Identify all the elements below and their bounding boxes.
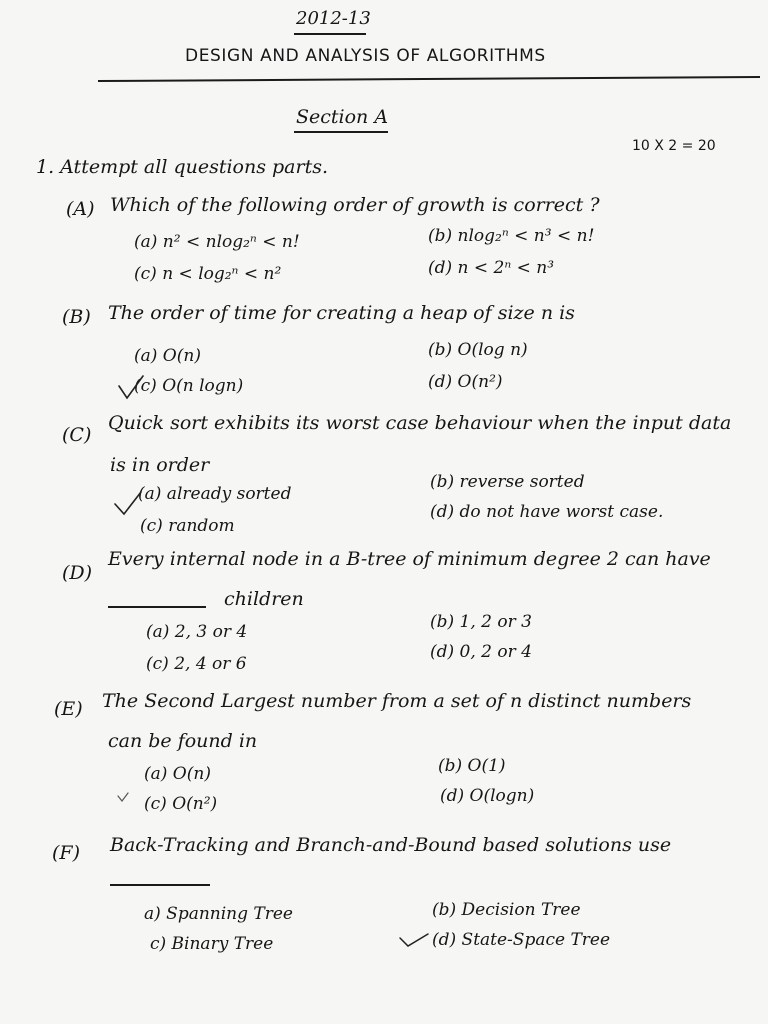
option-c: (c) random (140, 516, 235, 536)
option-c: c) Binary Tree (150, 934, 274, 954)
option-c: (c) O(n²) (144, 794, 218, 814)
option-d: (d) do not have worst case. (430, 502, 664, 522)
option-d: (d) O(n²) (428, 372, 503, 392)
answer-check-mark (398, 930, 430, 950)
year-underline (294, 33, 366, 35)
option-b: (b) nlog₂ⁿ < n³ < n! (428, 226, 595, 246)
question-label: (B) (62, 306, 91, 328)
exam-year: 2012-13 (296, 8, 371, 29)
question-text: Quick sort exhibits its worst case behaviour when the input data (108, 412, 732, 434)
option-c: (c) 2, 4 or 6 (146, 654, 247, 674)
marks-allocation: 10 X 2 = 20 (632, 138, 716, 154)
option-c: (c) n < log₂ⁿ < n² (134, 264, 282, 284)
option-a: (a) O(n) (134, 346, 201, 366)
question-text: The Second Largest number from a set of n distinct numbers (102, 690, 692, 712)
question-label: (F) (52, 842, 81, 864)
question-label: (D) (62, 562, 93, 584)
fill-in-blank (110, 884, 210, 886)
option-c: (c) O(n logn) (134, 376, 244, 396)
question-text: Which of the following order of growth is correct ? (110, 194, 600, 216)
option-a: a) Spanning Tree (144, 904, 293, 924)
option-d: (d) 0, 2 or 4 (430, 642, 532, 662)
question-text: The order of time for creating a heap of size n is (108, 302, 575, 324)
option-b: (b) O(log n) (428, 340, 528, 360)
option-a: (a) already sorted (138, 484, 292, 504)
section-title: Section A (296, 106, 389, 128)
option-b: (b) 1, 2 or 3 (430, 612, 532, 632)
question-text-continued: can be found in (108, 730, 258, 752)
option-d: (d) O(logn) (440, 786, 535, 806)
option-b: (b) reverse sorted (430, 472, 585, 492)
option-a: (a) 2, 3 or 4 (146, 622, 248, 642)
header-rule (98, 76, 760, 82)
option-b: (b) Decision Tree (432, 900, 581, 920)
question-text-continued: is in order (110, 454, 210, 476)
question-label: (A) (66, 198, 95, 220)
option-b: (b) O(1) (438, 756, 506, 776)
question-text-continued: children (224, 588, 304, 610)
option-d: (d) n < 2ⁿ < n³ (428, 258, 555, 278)
question-label: (C) (62, 424, 92, 446)
question-text: Back-Tracking and Branch-and-Bound based solutions use (110, 834, 672, 856)
instruction: 1. Attempt all questions parts. (36, 156, 329, 178)
fill-in-blank (108, 606, 206, 608)
section-underline (294, 131, 388, 133)
answer-check-mark (116, 790, 130, 804)
answer-check-mark (116, 374, 146, 402)
option-a: (a) n² < nlog₂ⁿ < n! (134, 232, 300, 252)
question-text: Every internal node in a B-tree of minimum degree 2 can have (108, 548, 711, 570)
course-title: DESIGN AND ANALYSIS OF ALGORITHMS (185, 46, 546, 66)
option-a: (a) O(n) (144, 764, 211, 784)
question-label: (E) (54, 698, 83, 720)
answer-check-mark (112, 488, 144, 518)
option-d: (d) State-Space Tree (432, 930, 611, 950)
